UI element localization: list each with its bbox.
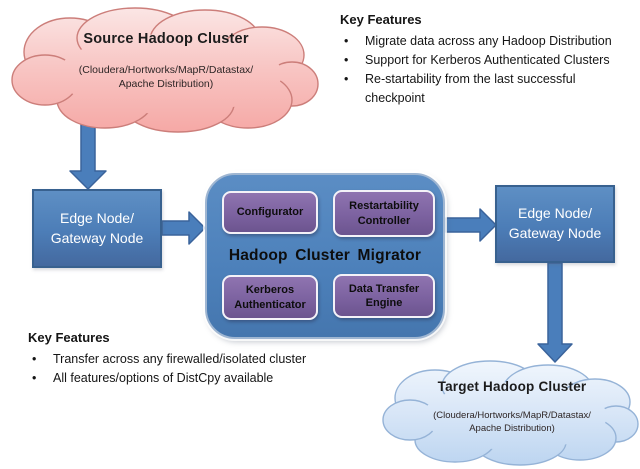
key-features-bottom-list [28,350,328,388]
edge-node-left-label-line2: Gateway Node [50,229,144,246]
arrow-migrator-to-edge-right [446,209,496,241]
component-restartability-controller: Restartability Controller [333,190,435,237]
feature-text: Re-startability from the last successful checkpoint [365,72,576,105]
target-cloud-subtitle-line2: Apache Distribution) [469,422,555,434]
feature-text: Support for Kerberos Authenticated Clusters [365,53,610,67]
target-cloud-label [396,379,628,394]
edge-node-right-label-line2: Gateway Node [508,225,602,241]
target-cloud-title: Target Hadoop Cluster [437,379,587,394]
bullet-dot: • [344,72,349,86]
key-features-top-title: Key Features [340,12,422,27]
source-cloud-subtitle [20,64,312,92]
key-features-top [340,12,625,108]
component-data-transfer-engine: Data Transfer Engine [333,274,435,318]
component-configurator: Configurator [222,191,318,234]
key-features-top-list [340,32,625,108]
target-cloud-subtitle [396,410,628,435]
feature-text: Transfer across any firewalled/isolated cluster [53,352,307,366]
list-item [340,32,625,51]
list-item [28,350,328,369]
source-cloud-subtitle-line2: Apache Distribution) [118,77,214,90]
list-item [28,369,328,388]
bullet-dot: • [344,34,349,48]
edge-node-left-label-line1: Edge Node/ [60,209,134,226]
list-item [340,51,625,70]
source-cloud-label [20,31,312,47]
feature-text: Migrate data across any Hadoop Distribution [365,34,612,48]
edge-node-left-box [32,189,162,268]
feature-text: All features/options of DistCpy available [53,371,274,385]
list-item [340,70,625,108]
source-cloud-title: Source Hadoop Cluster [83,31,249,47]
key-features-bottom [28,330,328,388]
migrator-title: Hadoop Cluster Migrator [228,247,422,264]
edge-node-right-label-line1: Edge Node/ [518,205,592,222]
target-cloud-subtitle-line1: (Cloudera/Hortworks/MapR/Datastax/ [433,410,591,421]
component-kerberos-authenticator: Kerberos Authenticator [222,275,318,320]
arrow-edge-left-to-migrator [162,212,205,244]
bullet-dot: • [344,53,349,67]
edge-node-right-box [495,185,615,263]
bullet-dot: • [32,352,37,366]
hadoop-cluster-migrator-box [205,173,445,339]
bullet-dot: • [32,371,37,385]
arrow-edge-right-to-target [538,263,572,362]
source-cloud-subtitle-line1: (Cloudera/Hortworks/MapR/Datastax/ [78,64,254,76]
key-features-bottom-title: Key Features [28,330,110,345]
